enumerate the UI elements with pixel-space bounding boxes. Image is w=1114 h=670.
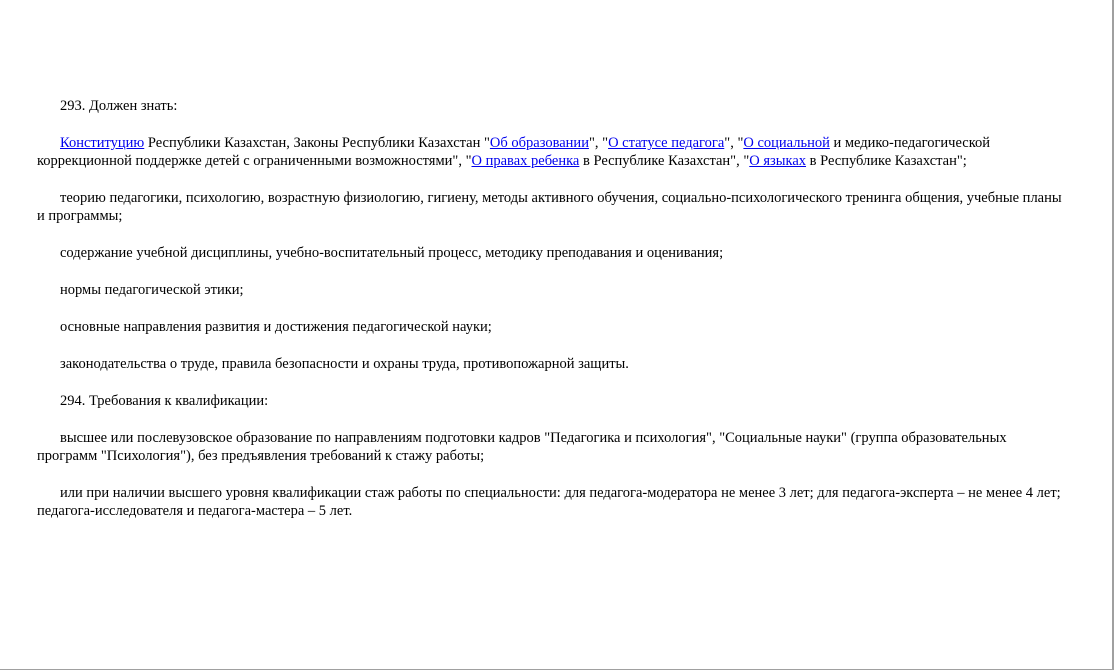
qualification-experience-paragraph: или при наличии высшего уровня квалификации стаж работы по специальности: для педагога-модератора не менее 3 лет; для педагога-эксперта – не менее 4 лет; педагога-исследователя и педагога-мастера – 5 лет. bbox=[37, 485, 1061, 519]
social-support-law-link[interactable]: О социальной bbox=[743, 135, 830, 151]
constitution-link[interactable]: Конституцию bbox=[60, 135, 145, 151]
qualification-education-paragraph: высшее или послевузовское образование по направлениям подготовки кадров "Педагогика и психология", "Социальные науки" (группа образовательных программ "Психология"), без предъявления требований к стажу работы; bbox=[37, 430, 1007, 464]
teacher-status-law-link[interactable]: О статусе педагога bbox=[608, 135, 725, 151]
laws-text-2: ", " bbox=[588, 135, 609, 151]
document-body bbox=[37, 97, 1069, 539]
section-294-heading: 294. Требования к квалификации: bbox=[60, 393, 269, 409]
laws-text-3: ", " bbox=[724, 135, 744, 151]
knowledge-theory-paragraph: теорию педагогики, психологию, возрастную физиологию, гигиену, методы активного обучения, социально-психологического тренинга общения, учебные планы и программы; bbox=[37, 190, 1062, 224]
laws-text-5: в Республике Казахстан", " bbox=[579, 153, 750, 169]
laws-text-4: и медико-педагогической коррекционной поддержке детей с ограниченными возможностями", " bbox=[37, 135, 991, 169]
knowledge-content-paragraph: содержание учебной дисциплины, учебно-воспитательный процесс, методику преподавания и оценивания; bbox=[60, 245, 724, 261]
laws-text-6: в Республике Казахстан"; bbox=[806, 153, 967, 169]
education-law-link[interactable]: Об образовании bbox=[489, 135, 589, 151]
knowledge-labor-paragraph: законодательства о труде, правила безопасности и охраны труда, противопожарной защиты. bbox=[60, 356, 629, 372]
section-293-heading: 293. Должен знать: bbox=[60, 98, 178, 114]
knowledge-ethics-paragraph: нормы педагогической этики; bbox=[60, 282, 244, 298]
languages-law-link[interactable]: О языках bbox=[749, 153, 807, 169]
child-rights-law-link[interactable]: О правах ребенка bbox=[471, 153, 580, 169]
knowledge-science-paragraph: основные направления развития и достижения педагогической науки; bbox=[60, 319, 492, 335]
laws-paragraph bbox=[37, 134, 1069, 170]
laws-text-1: Республики Казахстан, Законы Республики Казахстан " bbox=[144, 135, 490, 151]
